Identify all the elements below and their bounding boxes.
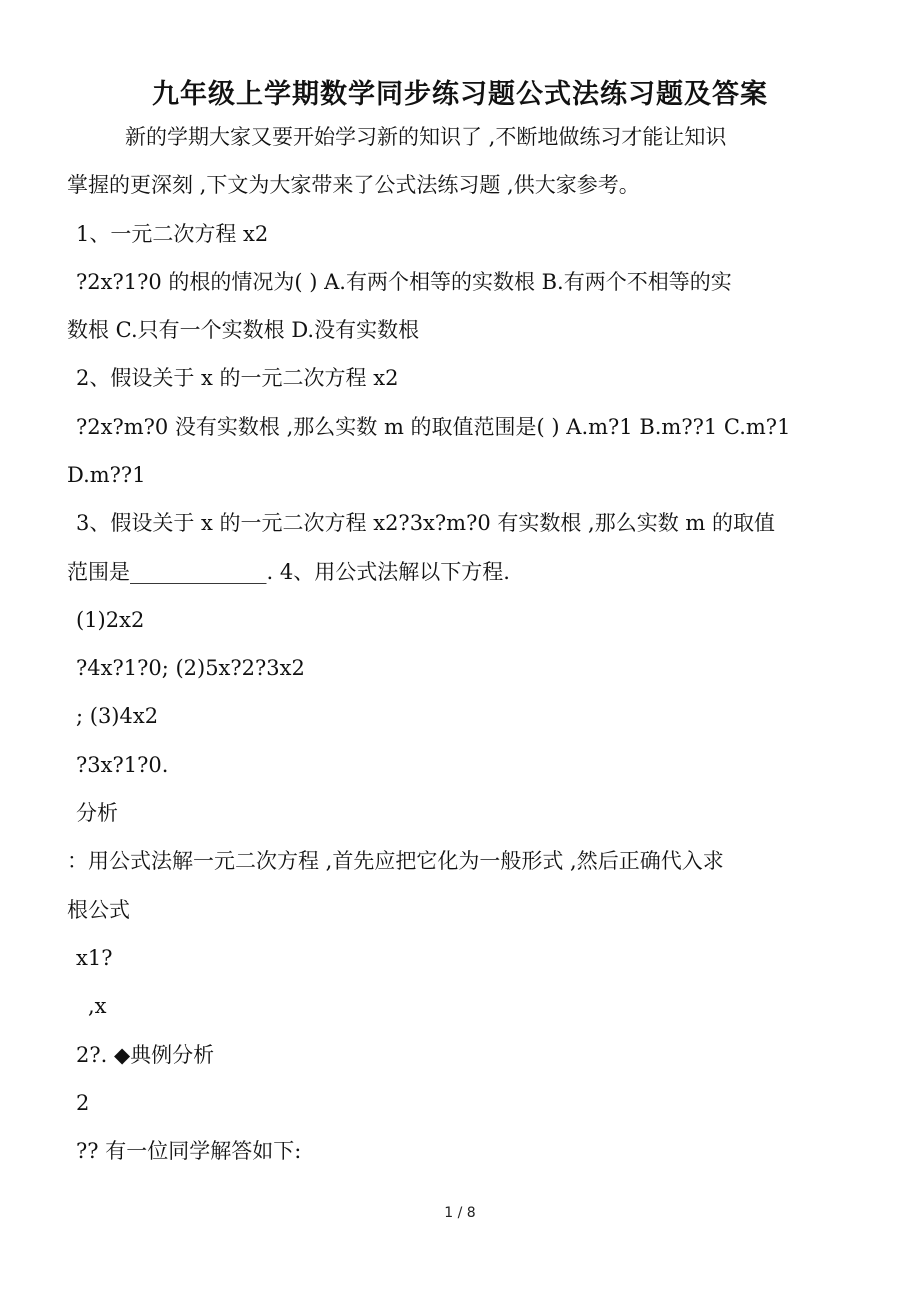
question-3-line-2: 范围是_____________. 4、用公式法解以下方程. bbox=[67, 560, 510, 584]
intro-line-2: 掌握的更深刻 ,下文为大家带来了公式法练习题 ,供大家参考。 bbox=[67, 173, 640, 197]
example-line-1: 2 bbox=[76, 1091, 90, 1115]
formula-line-2: ,x bbox=[88, 994, 107, 1018]
formula-line-1: x1? bbox=[76, 946, 113, 970]
page-number: 1 / 8 bbox=[444, 1205, 476, 1221]
page-title: 九年级上学期数学同步练习题公式法练习题及答案 bbox=[152, 79, 768, 110]
analysis-heading: 分析 bbox=[76, 801, 118, 825]
question-3-line-1: 3、假设关于 x 的一元二次方程 x2?3x?m?0 有实数根 ,那么实数 m 的取值 bbox=[76, 511, 775, 535]
question-4-part-2: ?4x?1?0; (2)5x?2?3x2 bbox=[76, 656, 305, 680]
question-4-part-4: ?3x?1?0. bbox=[76, 753, 169, 777]
question-2-line-1: 2、假设关于 x 的一元二次方程 x2 bbox=[76, 366, 399, 390]
question-4-part-3: ; (3)4x2 bbox=[76, 704, 159, 728]
question-2-line-3: D.m??1 bbox=[67, 463, 146, 487]
question-1-line-1: 1、一元二次方程 x2 bbox=[76, 222, 269, 246]
analysis-line-2: 根公式 bbox=[67, 898, 130, 922]
question-1-line-3: 数根 C.只有一个实数根 D.没有实数根 bbox=[67, 318, 420, 342]
intro-line-1: 新的学期大家又要开始学习新的知识了 ,不断地做练习才能让知识 bbox=[125, 125, 727, 149]
question-2-line-2: ?2x?m?0 没有实数根 ,那么实数 m 的取值范围是( ) A.m?1 B.m??1 C.m?1 bbox=[76, 415, 791, 439]
question-4-part-1: (1)2x2 bbox=[76, 608, 145, 632]
example-line-2: ?? 有一位同学解答如下: bbox=[76, 1139, 302, 1163]
question-1-line-2: ?2x?1?0 的根的情况为( ) A.有两个相等的实数根 B.有两个不相等的实 bbox=[76, 270, 732, 294]
example-heading: 2?. ◆典例分析 bbox=[76, 1043, 215, 1067]
analysis-line-1: ：用公式法解一元二次方程 ,首先应把它化为一般形式 ,然后正确代入求 bbox=[67, 849, 724, 873]
